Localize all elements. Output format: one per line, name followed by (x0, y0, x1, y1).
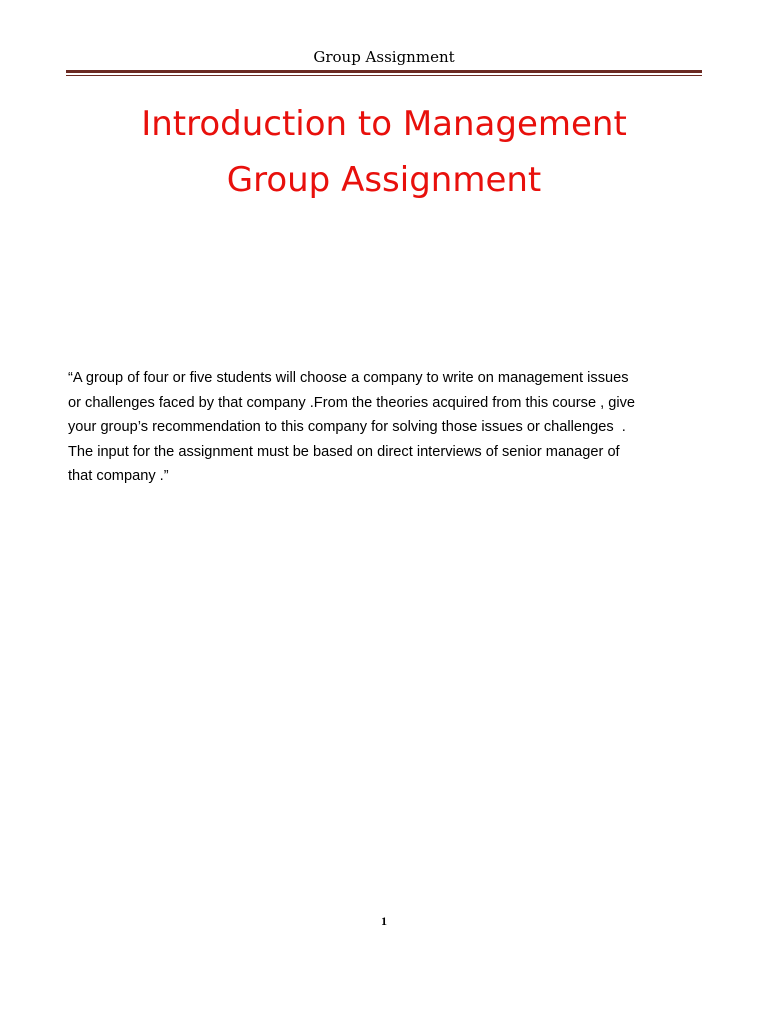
quote-line: that company .” (68, 468, 169, 484)
title-line-1: Introduction to Management (141, 104, 627, 144)
quote-line: your group’s recommendation to this company for solving those issues or challenges . (68, 419, 626, 435)
header-rule-thick (66, 70, 702, 73)
header-rule-thin (66, 75, 702, 76)
document-title (0, 96, 768, 208)
assignment-quote (68, 366, 708, 489)
title-line-2: Group Assignment (226, 160, 542, 200)
quote-line: “A group of four or five students will choose a company to write on management issues (68, 370, 629, 386)
quote-line: The input for the assignment must be based on direct interviews of senior manager of (68, 443, 620, 460)
running-header: Group Assignment (313, 48, 455, 66)
page-number: 1 (381, 914, 387, 928)
quote-line: or challenges faced by that company .From the theories acquired from this course , give (68, 394, 636, 411)
